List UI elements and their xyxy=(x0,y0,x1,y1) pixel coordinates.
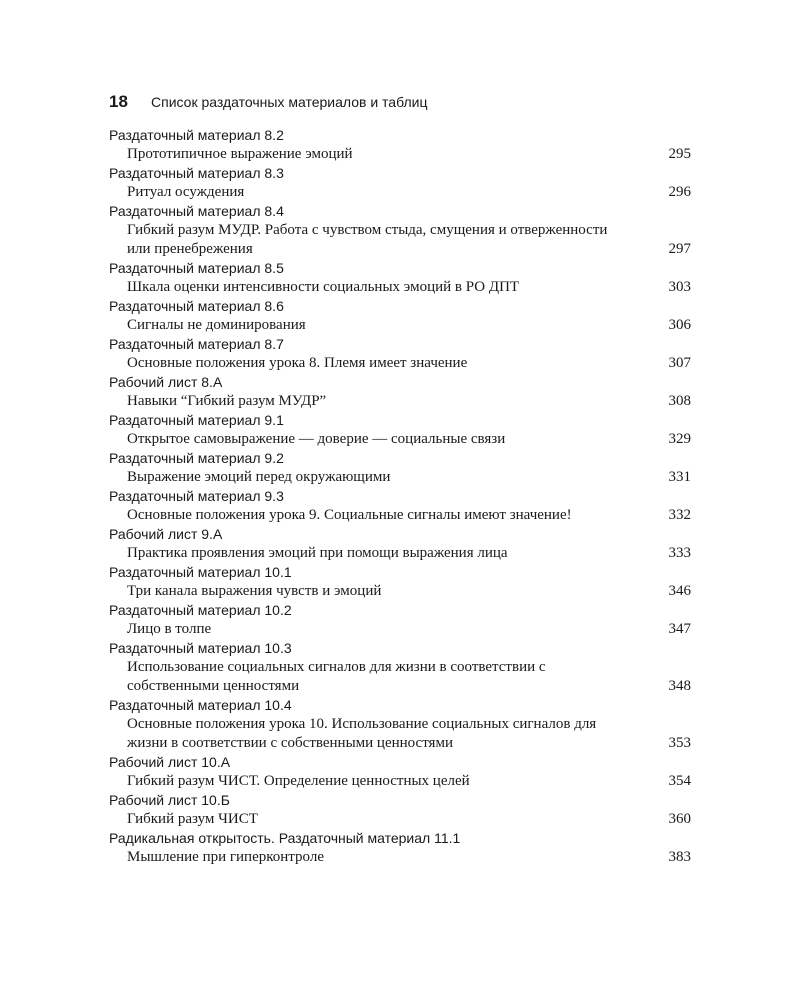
toc-entry xyxy=(109,563,691,601)
entry-heading: Раздаточный материал 10.2 xyxy=(109,602,292,618)
entry-item xyxy=(109,145,691,164)
toc-list xyxy=(109,126,691,867)
entry-title: Лицо в толпе xyxy=(127,621,212,637)
entry-heading: Раздаточный материал 10.4 xyxy=(109,697,292,713)
toc-entry xyxy=(109,411,691,449)
entry-title: Гибкий разум ЧИСТ. Определение ценностных целей xyxy=(127,773,470,789)
entry-title: Основные положения урока 9. Социальные сигналы имеют значение! xyxy=(127,507,572,523)
entry-item xyxy=(109,316,691,335)
entry-heading: Рабочий лист 10.А xyxy=(109,754,231,770)
entry-heading: Раздаточный материал 10.1 xyxy=(109,564,292,580)
entry-title: Гибкий разум МУДР. Работа с чувством стыда, смущения и отверженности или пренебрежения xyxy=(127,222,608,257)
toc-entry xyxy=(109,335,691,373)
entry-item xyxy=(109,848,691,867)
entry-page-number: 306 xyxy=(668,317,691,333)
entry-heading: Раздаточный материал 8.5 xyxy=(109,260,284,276)
entry-page-number: 296 xyxy=(668,184,691,200)
entry-title: Гибкий разум ЧИСТ xyxy=(127,811,258,827)
entry-heading: Рабочий лист 10.Б xyxy=(109,792,230,808)
entry-item xyxy=(109,810,691,829)
entry-page-number: 348 xyxy=(668,678,691,694)
entry-title: Основные положения урока 10. Использование социальных сигналов для жизни в соответствии с собственными ценностями xyxy=(127,716,597,751)
entry-heading: Раздаточный материал 8.3 xyxy=(109,165,284,181)
entry-heading: Раздаточный материал 8.6 xyxy=(109,298,284,314)
toc-entry xyxy=(109,297,691,335)
entry-page-number: 329 xyxy=(668,431,691,447)
entry-page-number: 354 xyxy=(668,773,691,789)
entry-title: Практика проявления эмоций при помощи выражения лица xyxy=(127,545,508,561)
entry-heading: Рабочий лист 8.А xyxy=(109,374,223,390)
entry-page-number: 307 xyxy=(668,355,691,371)
toc-entry xyxy=(109,639,691,696)
entry-title: Открытое самовыражение — доверие — социальные связи xyxy=(127,431,506,447)
entry-item xyxy=(109,582,691,601)
toc-entry xyxy=(109,829,691,867)
entry-item xyxy=(109,278,691,297)
entry-page-number: 347 xyxy=(668,621,691,637)
toc-entry xyxy=(109,753,691,791)
entry-heading: Радикальная открытость. Раздаточный материал 11.1 xyxy=(109,830,461,846)
entry-title: Сигналы не доминирования xyxy=(127,317,306,333)
entry-item xyxy=(109,544,691,563)
entry-item xyxy=(109,620,691,639)
running-head xyxy=(109,92,691,118)
entry-page-number: 331 xyxy=(668,469,691,485)
toc-entry xyxy=(109,487,691,525)
entry-heading: Раздаточный материал 8.2 xyxy=(109,127,284,143)
toc-entry xyxy=(109,126,691,164)
entry-page-number: 295 xyxy=(668,146,691,162)
entry-item xyxy=(109,772,691,791)
entry-title: Прототипичное выражение эмоций xyxy=(127,146,353,162)
entry-item xyxy=(109,715,691,753)
entry-page-number: 353 xyxy=(668,735,691,751)
entry-title: Основные положения урока 8. Племя имеет значение xyxy=(127,355,468,371)
entry-page-number: 332 xyxy=(668,507,691,523)
entry-title: Три канала выражения чувств и эмоций xyxy=(127,583,382,599)
entry-item xyxy=(109,468,691,487)
entry-title: Мышление при гиперконтроле xyxy=(127,849,324,865)
toc-entry xyxy=(109,164,691,202)
entry-item xyxy=(109,354,691,373)
toc-entry xyxy=(109,696,691,753)
entry-heading: Раздаточный материал 10.3 xyxy=(109,640,292,656)
entry-page-number: 383 xyxy=(668,849,691,865)
page xyxy=(109,92,691,867)
toc-entry xyxy=(109,373,691,411)
toc-entry xyxy=(109,202,691,259)
entry-item xyxy=(109,506,691,525)
toc-entry xyxy=(109,601,691,639)
entry-title: Ритуал осуждения xyxy=(127,184,245,200)
entry-heading: Раздаточный материал 9.3 xyxy=(109,488,284,504)
entry-title: Использование социальных сигналов для жизни в соответствии с собственными ценностями xyxy=(127,659,546,694)
entry-page-number: 360 xyxy=(668,811,691,827)
entry-heading: Рабочий лист 9.А xyxy=(109,526,223,542)
entry-page-number: 297 xyxy=(668,241,691,257)
entry-item xyxy=(109,430,691,449)
entry-title: Выражение эмоций перед окружающими xyxy=(127,469,391,485)
entry-item xyxy=(109,183,691,202)
entry-item xyxy=(109,221,691,259)
running-title: Список раздаточных материалов и таблиц xyxy=(151,94,428,110)
page-number: 18 xyxy=(109,92,128,111)
entry-page-number: 346 xyxy=(668,583,691,599)
entry-title: Шкала оценки интенсивности социальных эмоций в РО ДПТ xyxy=(127,279,520,295)
entry-page-number: 303 xyxy=(668,279,691,295)
toc-entry xyxy=(109,791,691,829)
entry-item xyxy=(109,658,691,696)
toc-entry xyxy=(109,259,691,297)
entry-title: Навыки “Гибкий разум МУДР” xyxy=(127,393,327,409)
toc-entry xyxy=(109,525,691,563)
entry-heading: Раздаточный материал 9.1 xyxy=(109,412,284,428)
entry-page-number: 333 xyxy=(668,545,691,561)
entry-heading: Раздаточный материал 9.2 xyxy=(109,450,284,466)
entry-heading: Раздаточный материал 8.7 xyxy=(109,336,284,352)
entry-page-number: 308 xyxy=(668,393,691,409)
entry-heading: Раздаточный материал 8.4 xyxy=(109,203,284,219)
toc-entry xyxy=(109,449,691,487)
entry-item xyxy=(109,392,691,411)
